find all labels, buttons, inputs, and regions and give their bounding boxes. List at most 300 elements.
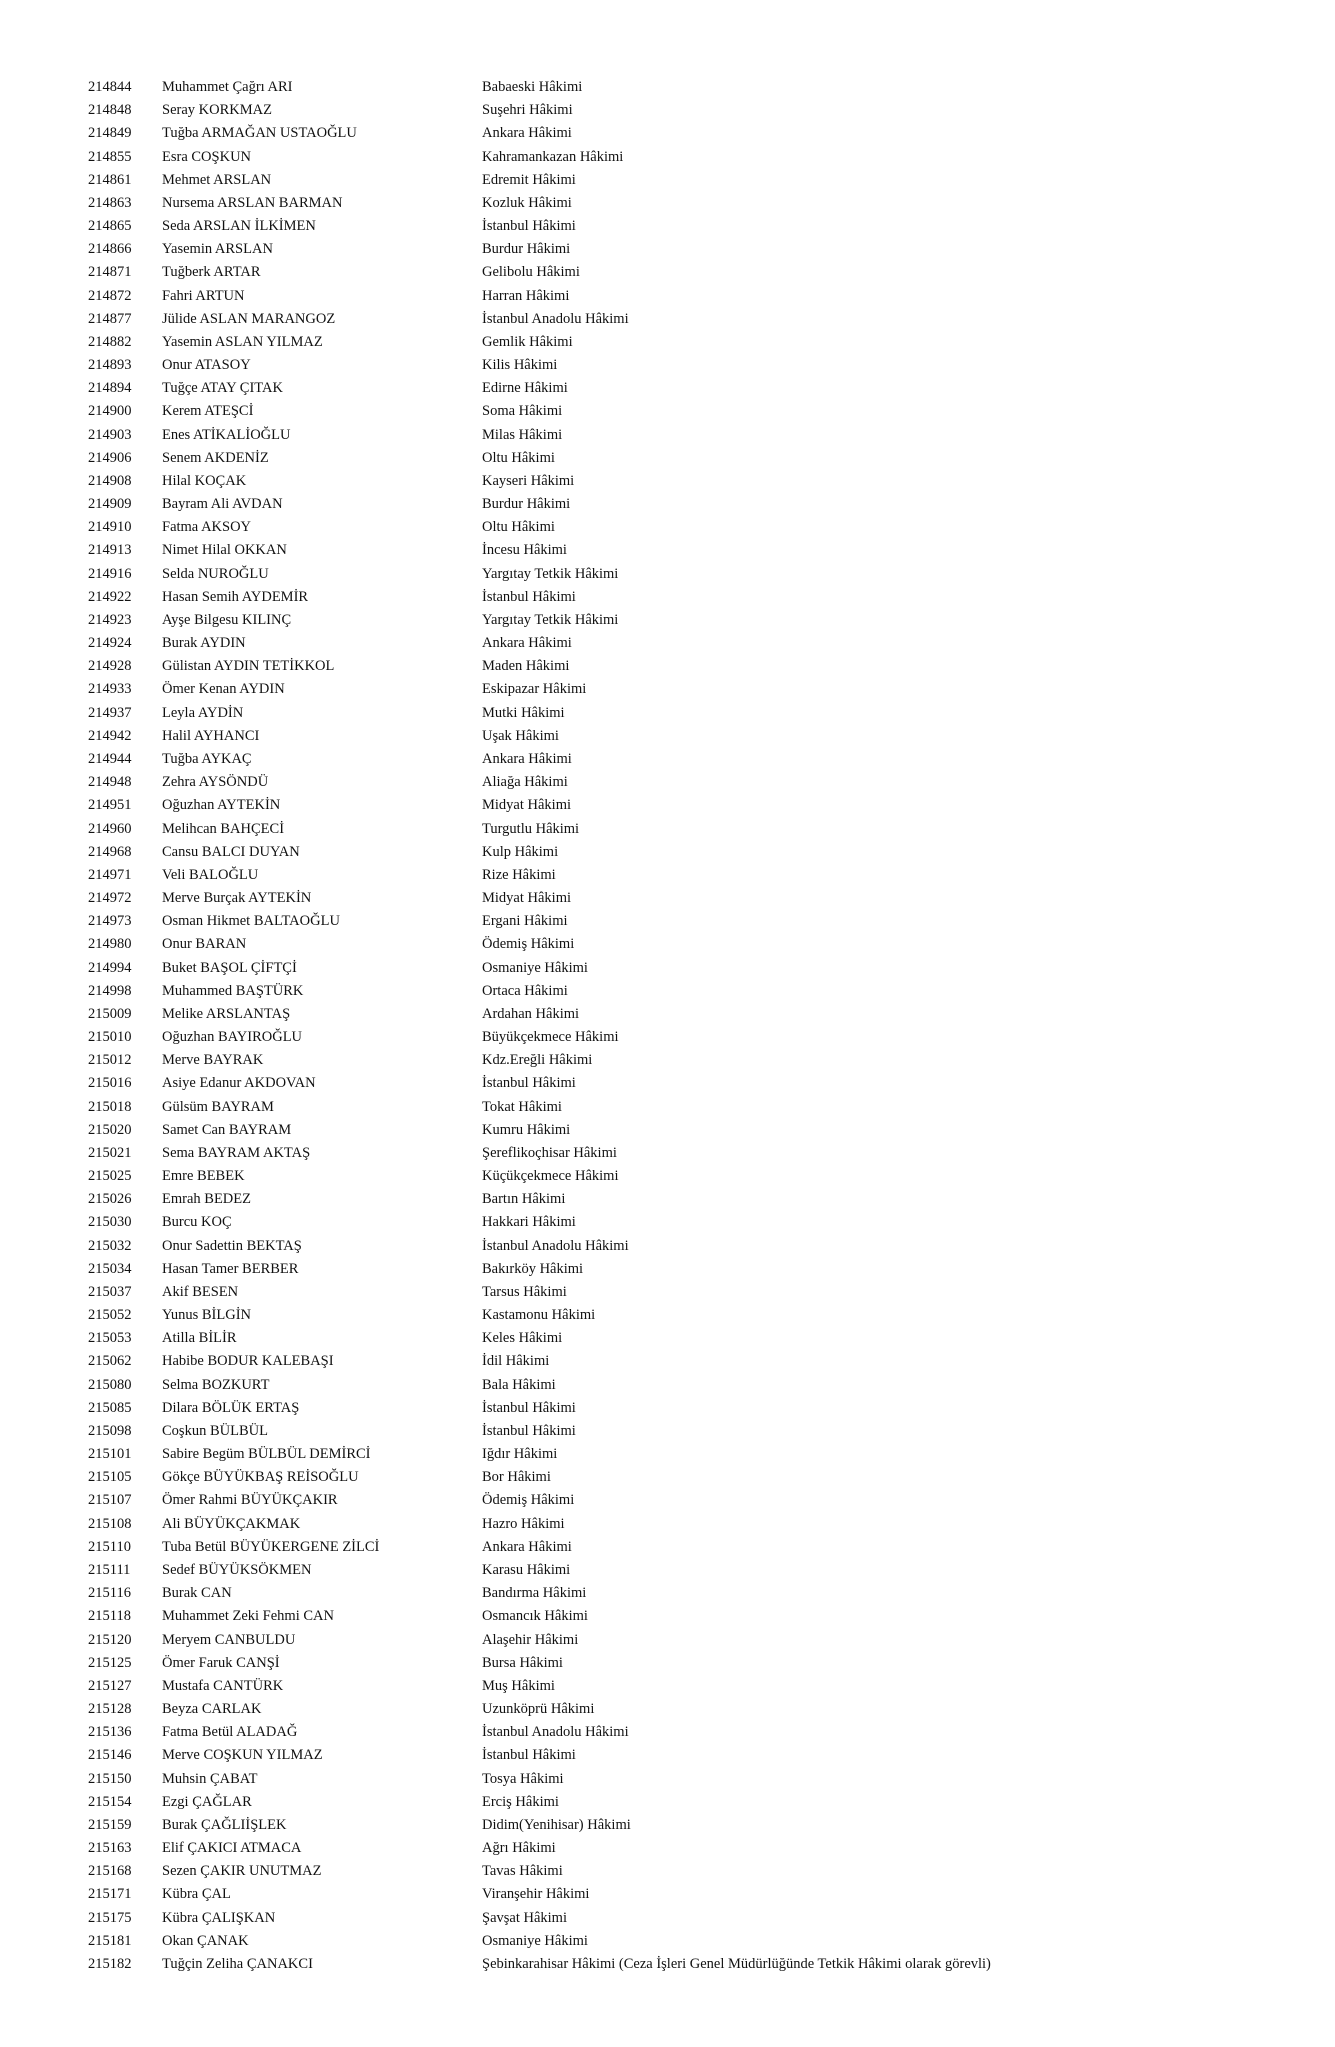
- person-name: Merve Burçak AYTEKİN: [162, 890, 312, 907]
- registry-number: 214908: [88, 472, 132, 489]
- person-name: Osman Hikmet BALTAOĞLU: [162, 913, 340, 930]
- person-name: Ömer Rahmi BÜYÜKÇAKIR: [162, 1492, 338, 1509]
- person-name: Elif ÇAKICI ATMACA: [162, 1840, 302, 1857]
- registry-number: 215021: [88, 1144, 132, 1161]
- registry-number: 214882: [88, 333, 132, 350]
- person-name: Onur BARAN: [162, 936, 247, 953]
- assigned-post: Bursa Hâkimi: [482, 1654, 563, 1671]
- list-item: [0, 1605, 1335, 1628]
- assigned-post: Hazro Hâkimi: [482, 1515, 565, 1532]
- person-name: Seray KORKMAZ: [162, 102, 272, 119]
- assigned-post: Ergani Hâkimi: [482, 913, 568, 930]
- assigned-post: Gemlik Hâkimi: [482, 333, 573, 350]
- person-name: Mustafa CANTÜRK: [162, 1677, 284, 1694]
- person-name: Gökçe BÜYÜKBAŞ REİSOĞLU: [162, 1469, 359, 1486]
- person-name: Coşkun BÜLBÜL: [162, 1422, 268, 1439]
- registry-number: 215010: [88, 1029, 132, 1046]
- list-item: [0, 238, 1335, 261]
- registry-number: 214998: [88, 982, 132, 999]
- assigned-post: Kumru Hâkimi: [482, 1121, 571, 1138]
- list-item: [0, 609, 1335, 632]
- list-item: [0, 1582, 1335, 1605]
- registry-number: 214844: [88, 79, 132, 95]
- assigned-post: Rize Hâkimi: [482, 866, 556, 883]
- person-name: Senem AKDENİZ: [162, 449, 269, 466]
- person-name: Kübra ÇAL: [162, 1886, 231, 1903]
- assigned-post: Eskipazar Hâkimi: [482, 681, 587, 698]
- person-name: Tuba Betül BÜYÜKERGENE ZİLCİ: [162, 1538, 380, 1555]
- person-name: Samet Can BAYRAM: [162, 1121, 292, 1138]
- list-item: [0, 1559, 1335, 1582]
- registry-number: 215111: [88, 1562, 131, 1578]
- list-item: [0, 1165, 1335, 1188]
- list-item: [0, 632, 1335, 655]
- assigned-post: Ankara Hâkimi: [482, 1538, 572, 1555]
- list-item: [0, 1675, 1335, 1698]
- assigned-post: Bandırma Hâkimi: [482, 1585, 587, 1602]
- person-name: Melike ARSLANTAŞ: [162, 1005, 291, 1022]
- registry-number: 214928: [88, 658, 132, 675]
- list-item: [0, 1860, 1335, 1883]
- person-name: Ayşe Bilgesu KILINÇ: [162, 611, 292, 628]
- list-item: [0, 1327, 1335, 1350]
- assigned-post: Bala Hâkimi: [482, 1376, 556, 1393]
- person-name: Sema BAYRAM AKTAŞ: [162, 1144, 311, 1161]
- assigned-post: Kahramankazan Hâkimi: [482, 148, 624, 165]
- list-item: [0, 1837, 1335, 1860]
- list-item: [0, 539, 1335, 562]
- assigned-post: İstanbul Hâkimi: [482, 1422, 576, 1439]
- list-item: [0, 377, 1335, 400]
- list-item: [0, 1049, 1335, 1072]
- assigned-post: Ağrı Hâkimi: [482, 1840, 556, 1857]
- registry-number: 215107: [88, 1492, 132, 1509]
- registry-number: 215098: [88, 1422, 132, 1439]
- person-name: Meryem CANBULDU: [162, 1631, 296, 1648]
- assigned-post: Harran Hâkimi: [482, 287, 570, 304]
- list-item: [0, 1513, 1335, 1536]
- registry-number: 214933: [88, 681, 132, 698]
- person-name: Akif BESEN: [162, 1283, 239, 1300]
- registry-number: 215025: [88, 1168, 132, 1185]
- registry-number: 215163: [88, 1840, 132, 1857]
- person-name: Muhsin ÇABAT: [162, 1770, 258, 1787]
- registry-number: 215105: [88, 1469, 132, 1486]
- registry-number: 214848: [88, 102, 132, 119]
- person-name: Tuğba ARMAĞAN USTAOĞLU: [162, 125, 357, 142]
- appointment-list: [0, 76, 1335, 1976]
- assigned-post: Suşehri Hâkimi: [482, 102, 573, 119]
- list-item: [0, 1142, 1335, 1165]
- registry-number: 215154: [88, 1793, 132, 1810]
- registry-number: 215062: [88, 1353, 132, 1370]
- list-item: [0, 980, 1335, 1003]
- list-item: [0, 794, 1335, 817]
- registry-number: 214972: [88, 890, 132, 907]
- assigned-post: Mutki Hâkimi: [482, 704, 565, 721]
- list-item: [0, 1883, 1335, 1906]
- list-item: [0, 99, 1335, 122]
- assigned-post: Hakkari Hâkimi: [482, 1214, 576, 1231]
- assigned-post: Didim(Yenihisar) Hâkimi: [482, 1816, 631, 1833]
- person-name: Mehmet ARSLAN: [162, 171, 272, 188]
- assigned-post: Kayseri Hâkimi: [482, 472, 575, 489]
- assigned-post: Şebinkarahisar Hâkimi (Ceza İşleri Genel Müdürlüğünde Tetkik Hâkimi olarak görevli): [482, 1955, 991, 1972]
- list-item: [0, 1304, 1335, 1327]
- assigned-post: Burdur Hâkimi: [482, 241, 571, 258]
- registry-number: 215009: [88, 1005, 132, 1022]
- list-item: [0, 841, 1335, 864]
- assigned-post: Midyat Hâkimi: [482, 890, 572, 907]
- assigned-post: Aliağa Hâkimi: [482, 774, 568, 791]
- assigned-post: Turgutlu Hâkimi: [482, 820, 580, 837]
- registry-number: 215128: [88, 1701, 132, 1718]
- list-item: [0, 1907, 1335, 1930]
- list-item: [0, 1235, 1335, 1258]
- registry-number: 215127: [88, 1677, 132, 1694]
- assigned-post: Alaşehir Hâkimi: [482, 1631, 579, 1648]
- list-item: [0, 1026, 1335, 1049]
- person-name: Onur Sadettin BEKTAŞ: [162, 1237, 302, 1254]
- assigned-post: İstanbul Hâkimi: [482, 218, 576, 235]
- registry-number: 214849: [88, 125, 132, 142]
- registry-number: 215053: [88, 1330, 132, 1347]
- registry-number: 215108: [88, 1515, 132, 1532]
- assigned-post: Büyükçekmece Hâkimi: [482, 1029, 619, 1046]
- list-item: [0, 215, 1335, 238]
- registry-number: 215034: [88, 1260, 132, 1277]
- assigned-post: Şereflikoçhisar Hâkimi: [482, 1144, 617, 1161]
- assigned-post: Milas Hâkimi: [482, 426, 563, 443]
- assigned-post: İstanbul Hâkimi: [482, 1399, 576, 1416]
- registry-number: 214937: [88, 704, 132, 721]
- person-name: Yasemin ARSLAN: [162, 241, 273, 258]
- list-item: [0, 702, 1335, 725]
- registry-number: 215018: [88, 1098, 132, 1115]
- list-item: [0, 192, 1335, 215]
- person-name: Seda ARSLAN İLKİMEN: [162, 218, 316, 235]
- list-item: [0, 1188, 1335, 1211]
- person-name: Onur ATASOY: [162, 357, 251, 374]
- registry-number: 215012: [88, 1052, 132, 1069]
- list-item: [0, 1791, 1335, 1814]
- person-name: Fatma AKSOY: [162, 519, 252, 536]
- list-item: [0, 678, 1335, 701]
- list-item: [0, 771, 1335, 794]
- registry-number: 214924: [88, 635, 132, 652]
- person-name: Tuğba AYKAÇ: [162, 750, 252, 767]
- person-name: Kübra ÇALIŞKAN: [162, 1909, 276, 1926]
- list-item: [0, 748, 1335, 771]
- assigned-post: Uzunköprü Hâkimi: [482, 1701, 595, 1718]
- list-item: [0, 586, 1335, 609]
- list-item: [0, 864, 1335, 887]
- list-item: [0, 169, 1335, 192]
- registry-number: 215159: [88, 1816, 132, 1833]
- assigned-post: Kulp Hâkimi: [482, 843, 559, 860]
- registry-number: 214944: [88, 750, 132, 767]
- list-item: [0, 1072, 1335, 1095]
- list-item: [0, 400, 1335, 423]
- list-item: [0, 1443, 1335, 1466]
- assigned-post: Kilis Hâkimi: [482, 357, 558, 374]
- assigned-post: Ödemiş Hâkimi: [482, 936, 575, 953]
- assigned-post: Viranşehir Hâkimi: [482, 1886, 590, 1903]
- person-name: Muhammet Zeki Fehmi CAN: [162, 1608, 334, 1625]
- registry-number: 214951: [88, 797, 132, 814]
- list-item: [0, 725, 1335, 748]
- list-item: [0, 1721, 1335, 1744]
- person-name: Gülistan AYDIN TETİKKOL: [162, 658, 335, 675]
- person-name: Sedef BÜYÜKSÖKMEN: [162, 1562, 312, 1578]
- registry-number: 215032: [88, 1237, 132, 1254]
- registry-number: 215125: [88, 1654, 132, 1671]
- registry-number: 214903: [88, 426, 132, 443]
- person-name: Oğuzhan BAYIROĞLU: [162, 1029, 303, 1046]
- registry-number: 215150: [88, 1770, 132, 1787]
- list-item: [0, 910, 1335, 933]
- person-name: Hasan Tamer BERBER: [162, 1260, 299, 1277]
- registry-number: 214922: [88, 588, 132, 605]
- assigned-post: Burdur Hâkimi: [482, 496, 571, 513]
- assigned-post: Oltu Hâkimi: [482, 519, 555, 536]
- person-name: Emrah BEDEZ: [162, 1191, 251, 1208]
- list-item: [0, 424, 1335, 447]
- person-name: Nursema ARSLAN BARMAN: [162, 194, 343, 211]
- assigned-post: Babaeski Hâkimi: [482, 79, 583, 95]
- registry-number: 214863: [88, 194, 132, 211]
- assigned-post: Kastamonu Hâkimi: [482, 1307, 596, 1324]
- person-name: Zehra AYSÖNDÜ: [162, 774, 269, 791]
- person-name: Jülide ASLAN MARANGOZ: [162, 310, 336, 327]
- person-name: Ali BÜYÜKÇAKMAK: [162, 1515, 301, 1532]
- registry-number: 214893: [88, 357, 132, 374]
- list-item: [0, 1374, 1335, 1397]
- assigned-post: Edirne Hâkimi: [482, 380, 568, 397]
- assigned-post: Kozluk Hâkimi: [482, 194, 572, 211]
- list-item: [0, 957, 1335, 980]
- assigned-post: Bor Hâkimi: [482, 1469, 551, 1486]
- person-name: Tuğçin Zeliha ÇANAKCI: [162, 1955, 313, 1972]
- registry-number: 214973: [88, 913, 132, 930]
- assigned-post: Tavas Hâkimi: [482, 1863, 563, 1880]
- list-item: [0, 1953, 1335, 1976]
- registry-number: 214948: [88, 774, 132, 791]
- registry-number: 214968: [88, 843, 132, 860]
- assigned-post: Ankara Hâkimi: [482, 635, 572, 652]
- assigned-post: Erciş Hâkimi: [482, 1793, 559, 1810]
- registry-number: 215037: [88, 1283, 132, 1300]
- person-name: Nimet Hilal OKKAN: [162, 542, 287, 559]
- person-name: Ezgi ÇAĞLAR: [162, 1793, 252, 1810]
- person-name: Leyla AYDİN: [162, 704, 244, 721]
- registry-number: 215116: [88, 1585, 131, 1602]
- person-name: Halil AYHANCI: [162, 727, 260, 744]
- registry-number: 214980: [88, 936, 132, 953]
- person-name: Merve COŞKUN YILMAZ: [162, 1747, 323, 1764]
- assigned-post: Oltu Hâkimi: [482, 449, 555, 466]
- registry-number: 214877: [88, 310, 132, 327]
- list-item: [0, 1536, 1335, 1559]
- assigned-post: İstanbul Anadolu Hâkimi: [482, 310, 629, 327]
- registry-number: 214913: [88, 542, 132, 559]
- list-item: [0, 1814, 1335, 1837]
- list-item: [0, 1930, 1335, 1953]
- registry-number: 215110: [88, 1538, 131, 1555]
- registry-number: 214942: [88, 727, 132, 744]
- person-name: Esra COŞKUN: [162, 148, 252, 165]
- person-name: Sabire Begüm BÜLBÜL DEMİRCİ: [162, 1446, 371, 1463]
- person-name: Fahri ARTUN: [162, 287, 245, 304]
- person-name: Tuğçe ATAY ÇITAK: [162, 380, 283, 397]
- person-name: Selda NUROĞLU: [162, 565, 269, 582]
- list-item: [0, 285, 1335, 308]
- list-item: [0, 122, 1335, 145]
- assigned-post: Osmaniye Hâkimi: [482, 959, 588, 976]
- registry-number: 215052: [88, 1307, 132, 1324]
- list-item: [0, 331, 1335, 354]
- list-item: [0, 1119, 1335, 1142]
- list-item: [0, 1350, 1335, 1373]
- registry-number: 215171: [88, 1886, 132, 1903]
- registry-number: 214909: [88, 496, 132, 513]
- registry-number: 214872: [88, 287, 132, 304]
- person-name: Burcu KOÇ: [162, 1214, 232, 1231]
- assigned-post: İstanbul Hâkimi: [482, 1075, 576, 1092]
- list-item: [0, 261, 1335, 284]
- person-name: Oğuzhan AYTEKİN: [162, 797, 281, 814]
- list-item: [0, 354, 1335, 377]
- registry-number: 215181: [88, 1932, 132, 1949]
- person-name: Cansu BALCI DUYAN: [162, 843, 300, 860]
- person-name: Ömer Kenan AYDIN: [162, 681, 285, 698]
- registry-number: 214923: [88, 611, 132, 628]
- list-item: [0, 146, 1335, 169]
- assigned-post: Ödemiş Hâkimi: [482, 1492, 575, 1509]
- registry-number: 214900: [88, 403, 132, 420]
- assigned-post: Karasu Hâkimi: [482, 1562, 571, 1578]
- person-name: Beyza CARLAK: [162, 1701, 262, 1718]
- registry-number: 214861: [88, 171, 132, 188]
- person-name: Bayram Ali AVDAN: [162, 496, 283, 513]
- registry-number: 215146: [88, 1747, 132, 1764]
- person-name: Kerem ATEŞCİ: [162, 403, 254, 420]
- list-item: [0, 1698, 1335, 1721]
- list-item: [0, 1629, 1335, 1652]
- registry-number: 215016: [88, 1075, 132, 1092]
- list-item: [0, 1420, 1335, 1443]
- person-name: Buket BAŞOL ÇİFTÇİ: [162, 959, 297, 976]
- person-name: Sezen ÇAKIR UNUTMAZ: [162, 1863, 322, 1880]
- assigned-post: Ardahan Hâkimi: [482, 1005, 580, 1022]
- list-item: [0, 76, 1335, 99]
- registry-number: 215026: [88, 1191, 132, 1208]
- list-item: [0, 933, 1335, 956]
- assigned-post: Ankara Hâkimi: [482, 125, 572, 142]
- registry-number: 214994: [88, 959, 132, 976]
- registry-number: 215101: [88, 1446, 132, 1463]
- person-name: Ömer Faruk CANŞİ: [162, 1654, 280, 1671]
- registry-number: 215085: [88, 1399, 132, 1416]
- person-name: Fatma Betül ALADAĞ: [162, 1724, 298, 1741]
- registry-number: 215175: [88, 1909, 132, 1926]
- registry-number: 215020: [88, 1121, 132, 1138]
- registry-number: 214916: [88, 565, 132, 582]
- person-name: Yasemin ASLAN YILMAZ: [162, 333, 323, 350]
- assigned-post: Tokat Hâkimi: [482, 1098, 562, 1115]
- list-item: [0, 447, 1335, 470]
- assigned-post: Yargıtay Tetkik Hâkimi: [482, 611, 619, 628]
- assigned-post: İstanbul Anadolu Hâkimi: [482, 1724, 629, 1741]
- assigned-post: Kdz.Ereğli Hâkimi: [482, 1052, 593, 1069]
- assigned-post: Yargıtay Tetkik Hâkimi: [482, 565, 619, 582]
- person-name: Veli BALOĞLU: [162, 866, 259, 883]
- assigned-post: Ortaca Hâkimi: [482, 982, 568, 999]
- assigned-post: İstanbul Hâkimi: [482, 1747, 576, 1764]
- person-name: Merve BAYRAK: [162, 1052, 264, 1069]
- list-item: [0, 1466, 1335, 1489]
- list-item: [0, 308, 1335, 331]
- person-name: Yunus BİLGİN: [162, 1307, 252, 1324]
- assigned-post: Küçükçekmece Hâkimi: [482, 1168, 619, 1185]
- person-name: Atilla BİLİR: [162, 1330, 237, 1347]
- person-name: Okan ÇANAK: [162, 1932, 249, 1949]
- assigned-post: Muş Hâkimi: [482, 1677, 555, 1694]
- list-item: [0, 470, 1335, 493]
- registry-number: 214971: [88, 866, 132, 883]
- list-item: [0, 1489, 1335, 1512]
- list-item: [0, 1652, 1335, 1675]
- list-item: [0, 655, 1335, 678]
- assigned-post: İncesu Hâkimi: [482, 542, 567, 559]
- list-item: [0, 1397, 1335, 1420]
- assigned-post: Soma Hâkimi: [482, 403, 563, 420]
- assigned-post: Bartın Hâkimi: [482, 1191, 566, 1208]
- assigned-post: Bakırköy Hâkimi: [482, 1260, 584, 1277]
- person-name: Tuğberk ARTAR: [162, 264, 261, 281]
- person-name: Muhammed BAŞTÜRK: [162, 982, 304, 999]
- assigned-post: Maden Hâkimi: [482, 658, 570, 675]
- list-item: [0, 1744, 1335, 1767]
- list-item: [0, 563, 1335, 586]
- list-item: [0, 1211, 1335, 1234]
- registry-number: 214910: [88, 519, 132, 536]
- assigned-post: Tarsus Hâkimi: [482, 1283, 567, 1300]
- registry-number: 215136: [88, 1724, 132, 1741]
- list-item: [0, 1281, 1335, 1304]
- assigned-post: Tosya Hâkimi: [482, 1770, 564, 1787]
- registry-number: 215182: [88, 1955, 132, 1972]
- person-name: Hilal KOÇAK: [162, 472, 247, 489]
- list-item: [0, 887, 1335, 910]
- assigned-post: Midyat Hâkimi: [482, 797, 572, 814]
- registry-number: 214871: [88, 264, 132, 281]
- assigned-post: İdil Hâkimi: [482, 1353, 550, 1370]
- assigned-post: İstanbul Anadolu Hâkimi: [482, 1237, 629, 1254]
- assigned-post: Iğdır Hâkimi: [482, 1446, 558, 1463]
- person-name: Burak ÇAĞLIİŞLEK: [162, 1816, 287, 1833]
- person-name: Selma BOZKURT: [162, 1376, 270, 1393]
- person-name: Asiye Edanur AKDOVAN: [162, 1075, 316, 1092]
- list-item: [0, 516, 1335, 539]
- list-item: [0, 1258, 1335, 1281]
- assigned-post: Osmaniye Hâkimi: [482, 1932, 588, 1949]
- registry-number: 214960: [88, 820, 132, 837]
- person-name: Dilara BÖLÜK ERTAŞ: [162, 1399, 300, 1416]
- assigned-post: Şavşat Hâkimi: [482, 1909, 567, 1926]
- list-item: [0, 1096, 1335, 1119]
- registry-number: 215120: [88, 1631, 132, 1648]
